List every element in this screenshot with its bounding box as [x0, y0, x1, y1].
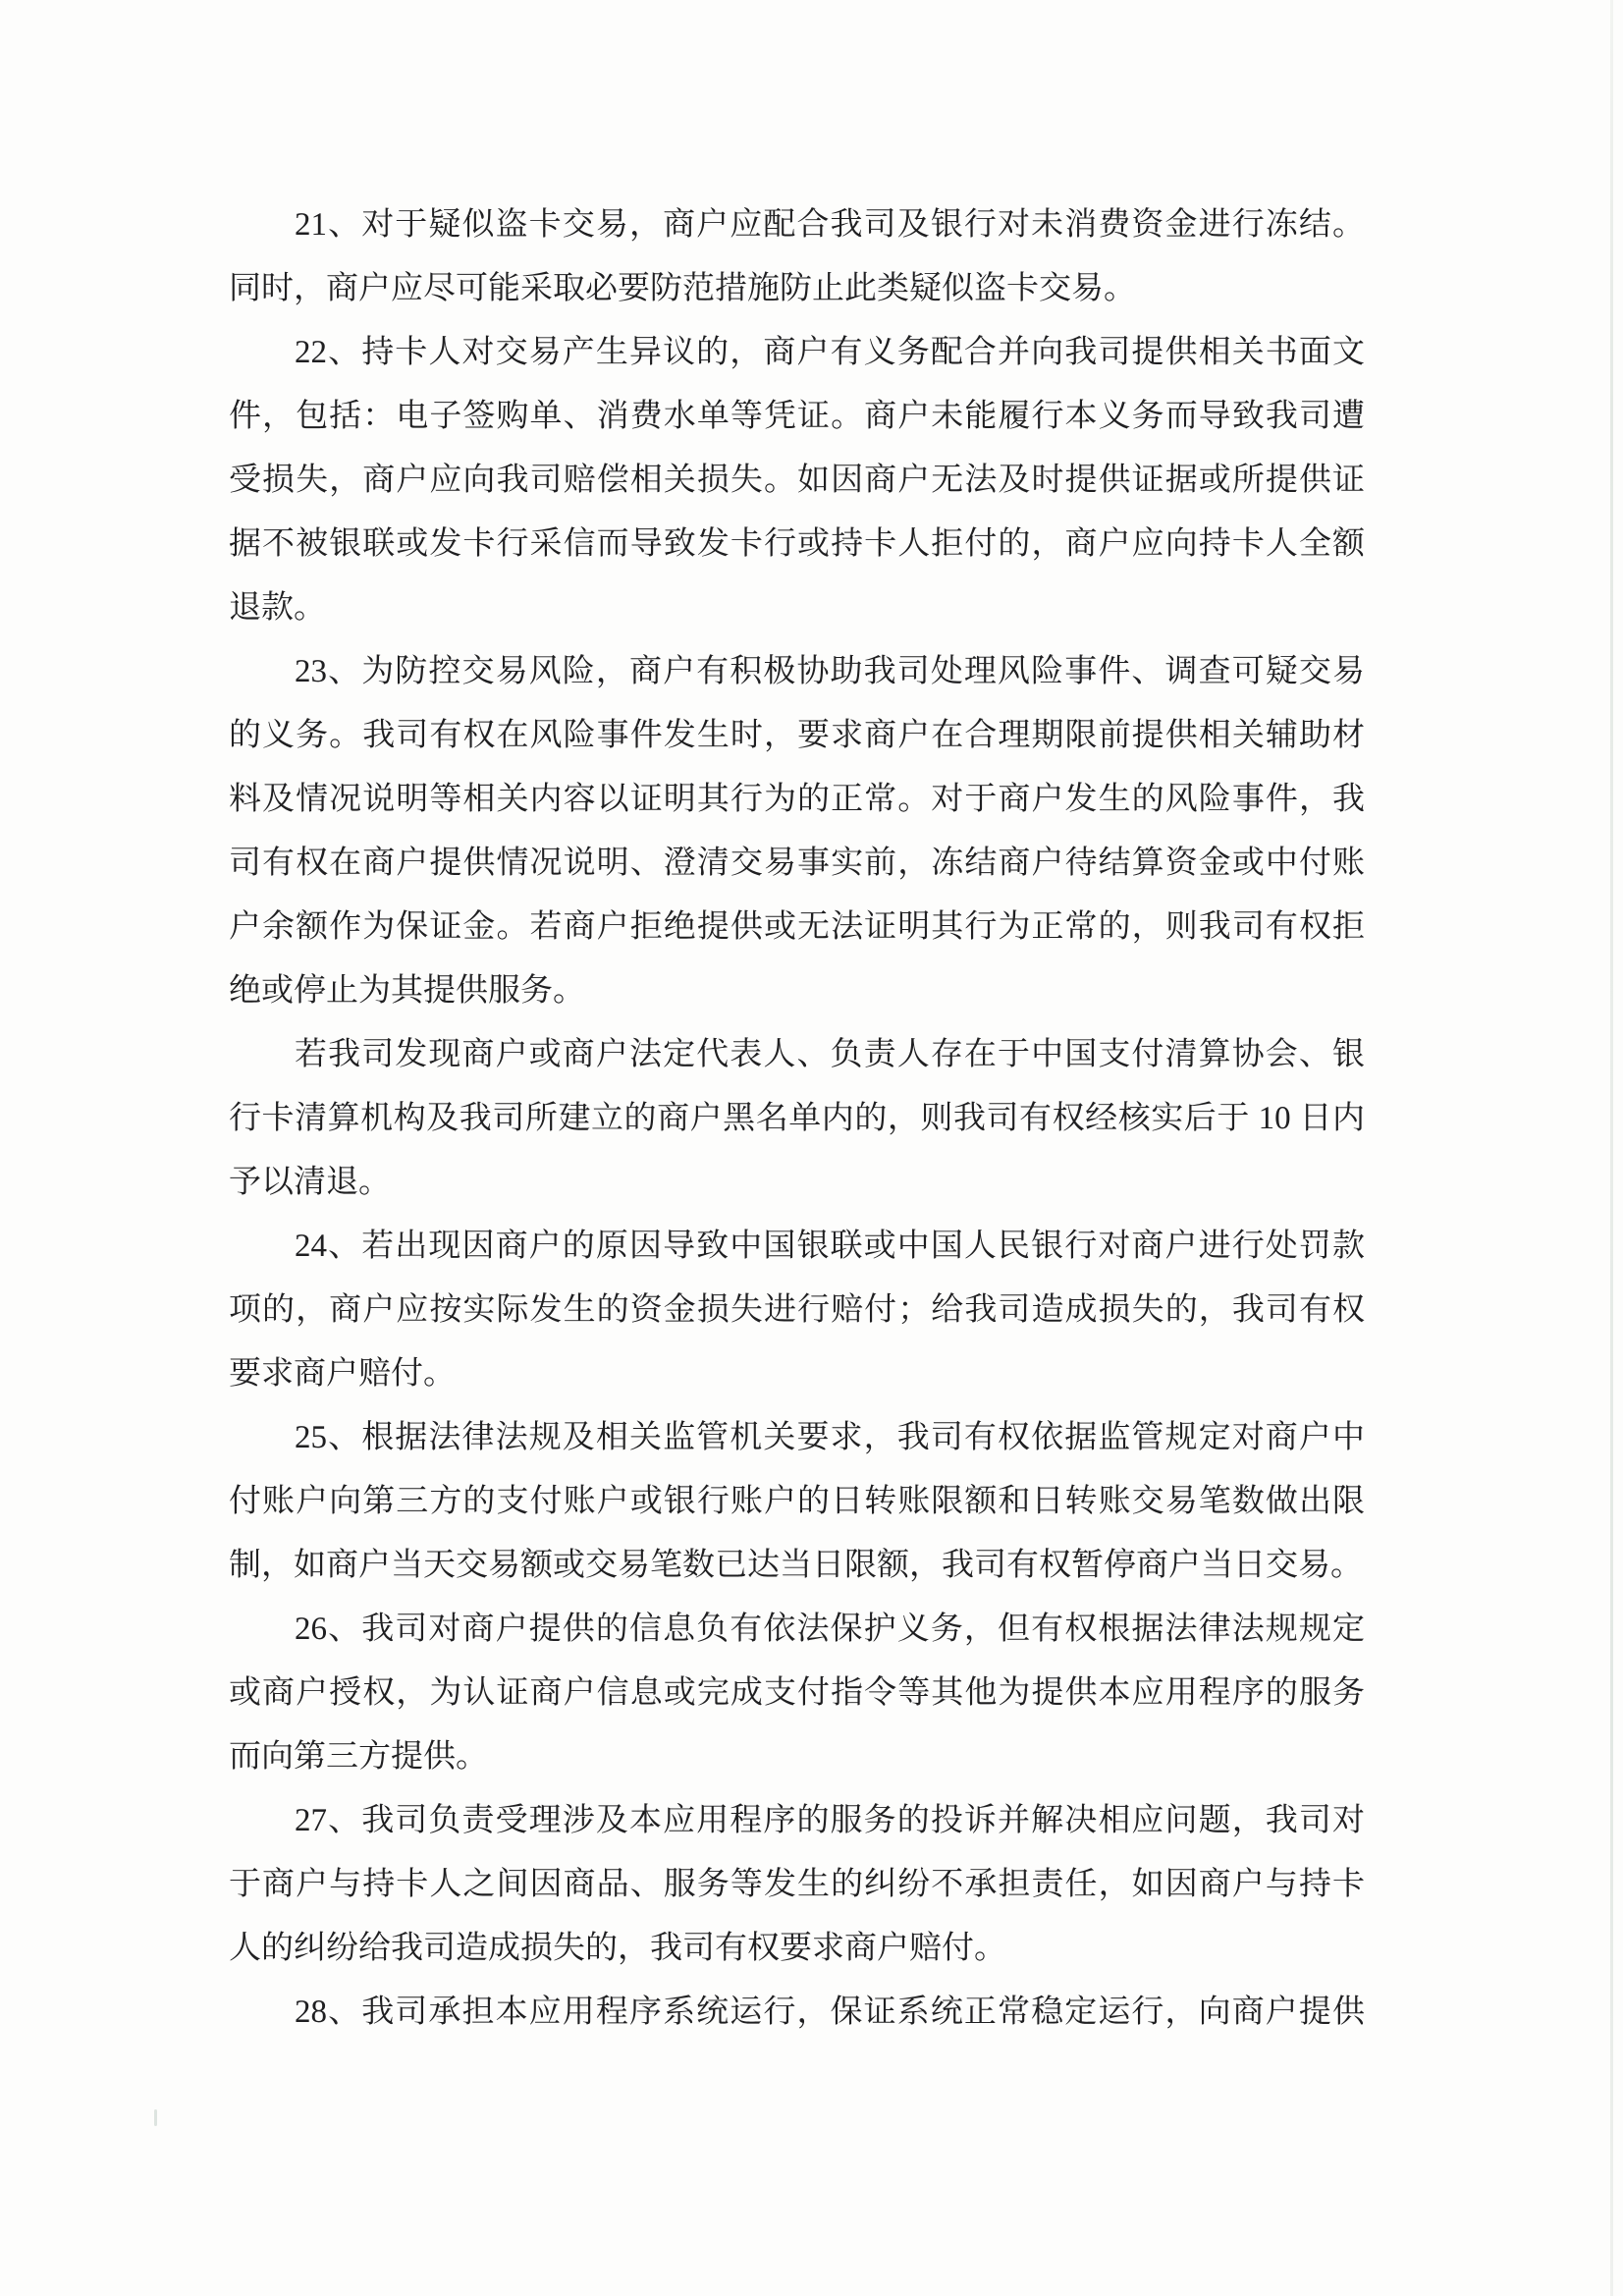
text-line: 行卡清算机构及我司所建立的商户黑名单内的，则我司有权经核实后于 10 日内 [229, 1101, 1365, 1136]
text-line: 21、对于疑似盗卡交易，商户应配合我司及银行对未消费资金进行冻结。 [295, 207, 1365, 243]
text-line: 制，如商户当天交易额或交易笔数已达当日限额，我司有权暂停商户当日交易。 [229, 1548, 1363, 1583]
text-line: 23、为防控交易风险，商户有积极协助我司处理风险事件、调查可疑交易 [295, 654, 1365, 689]
text-line: 26、我司对商户提供的信息负有依法保护义务，但有权根据法律法规规定 [295, 1612, 1365, 1647]
clause-27 [229, 1789, 1365, 1981]
scan-speck-artifact [154, 2109, 157, 2126]
text-line: 25、根据法律法规及相关监管机关要求，我司有权依据监管规定对商户中 [295, 1420, 1365, 1455]
clause-23 [229, 640, 1365, 1023]
text-line: 同时，商户应尽可能采取必要防范措施防止此类疑似盗卡交易。 [229, 271, 1136, 306]
clause-24 [229, 1215, 1365, 1406]
text-line: 于商户与持卡人之间因商品、服务等发生的纠纷不承担责任，如因商户与持卡 [229, 1867, 1365, 1902]
clause-22 [229, 321, 1365, 640]
text-line: 的义务。我司有权在风险事件发生时，要求商户在合理期限前提供相关辅助材 [229, 718, 1365, 753]
text-line: 司有权在商户提供情况说明、澄清交易事实前，冻结商户待结算资金或中付账 [229, 846, 1365, 881]
text-line: 28、我司承担本应用程序系统运行，保证系统正常稳定运行，向商户提供 [295, 1995, 1365, 2030]
text-line: 27、我司负责受理涉及本应用程序的服务的投诉并解决相应问题，我司对 [295, 1803, 1365, 1838]
clause-continuation [229, 1023, 1365, 1215]
text-line: 而向第三方提供。 [229, 1739, 488, 1775]
text-line: 若我司发现商户或商户法定代表人、负责人存在于中国支付清算协会、银 [295, 1037, 1365, 1072]
text-line: 要求商户赔付。 [229, 1356, 456, 1392]
text-line: 24、若出现因商户的原因导致中国银联或中国人民银行对商户进行处罚款 [295, 1229, 1365, 1264]
text-line: 或商户授权，为认证商户信息或完成支付指令等其他为提供本应用程序的服务 [229, 1675, 1365, 1711]
text-line: 绝或停止为其提供服务。 [229, 973, 585, 1009]
text-line: 22、持卡人对交易产生异议的，商户有义务配合并向我司提供相关书面文 [295, 335, 1365, 370]
scan-edge-artifact [1610, 0, 1613, 2296]
text-line: 户余额作为保证金。若商户拒绝提供或无法证明其行为正常的，则我司有权拒 [229, 909, 1365, 945]
text-line: 付账户向第三方的支付账户或银行账户的日转账限额和日转账交易笔数做出限 [229, 1484, 1365, 1519]
clause-25 [229, 1406, 1365, 1598]
text-line: 退款。 [229, 590, 326, 626]
text-line: 项的，商户应按实际发生的资金损失进行赔付；给我司造成损失的，我司有权 [229, 1292, 1365, 1328]
text-line: 受损失，商户应向我司赔偿相关损失。如因商户无法及时提供证据或所提供证 [229, 463, 1365, 498]
text-line: 据不被银联或发卡行采信而导致发卡行或持卡人拒付的，商户应向持卡人全额 [229, 526, 1365, 562]
text-line: 人的纠纷给我司造成损失的，我司有权要求商户赔付。 [229, 1931, 1006, 1966]
clause-28 [229, 1981, 1365, 2045]
text-line: 件，包括：电子签购单、消费水单等凭证。商户未能履行本义务而导致我司遭 [229, 399, 1365, 434]
text-line: 料及情况说明等相关内容以证明其行为的正常。对于商户发生的风险事件，我 [229, 782, 1365, 817]
contract-text-block [229, 193, 1365, 2045]
text-line: 予以清退。 [229, 1165, 391, 1200]
clause-21 [229, 193, 1365, 321]
clause-26 [229, 1598, 1365, 1789]
